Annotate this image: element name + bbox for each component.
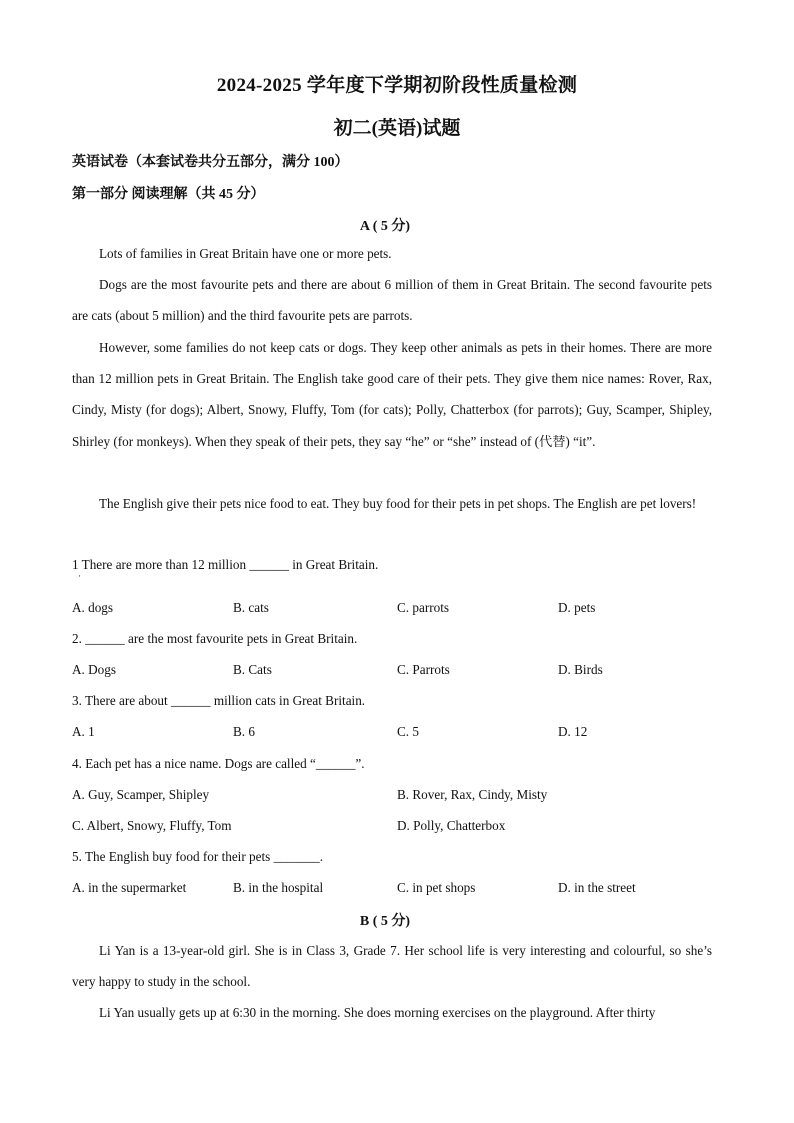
option-a[interactable]: A. 1 <box>72 724 95 739</box>
part-one-heading: 第一部分 阅读理解（共 45 分） <box>72 187 265 202</box>
passage-a-paragraph: Lots of families in Great Britain have one or more pets. <box>99 246 392 261</box>
option-d[interactable]: D. pets <box>558 600 596 615</box>
passage-a-paragraph: However, some families do not keep cats or dogs. They keep other animals as pets in their homes. There are more than 12 million pets in Great Britain. The English take good care of their pets. They give them nice names: Rover, Rax, Cindy, Misty (for dogs); Albert, Snowy, Fluffy, Tom (for cats); Polly, Chatterbox (for parrots); Guy, Scamper, Shipley, Shirley (for monkeys). When they speak of their pets, they say “he” or “she” instead of (代替) “it”. <box>72 340 712 449</box>
option-b[interactable]: B. in the hospital <box>233 880 324 895</box>
exam-subtitle: 初二(英语)试题 <box>333 118 461 139</box>
option-a[interactable]: A. in the supermarket <box>72 880 187 895</box>
option-b[interactable]: B. Cats <box>233 662 272 677</box>
passage-b-paragraph: Li Yan usually gets up at 6:30 in the morning. She does morning exercises on the playground. After thirty <box>99 1005 656 1020</box>
option-c[interactable]: C. in pet shops <box>397 880 476 895</box>
question-3-stem: 3. There are about ______ million cats in Great Britain. <box>72 693 366 708</box>
question-4-stem: 4. Each pet has a nice name. Dogs are called “______”. <box>72 756 365 771</box>
option-d[interactable]: D. 12 <box>558 724 588 739</box>
option-d[interactable]: D. in the street <box>558 880 636 895</box>
option-c[interactable]: C. Parrots <box>397 662 450 677</box>
passage-a-paragraph: Dogs are the most favourite pets and there are about 6 million of them in Great Britain. The second favourite pets are cats (about 5 million) and the third favourite pets are parrots. <box>72 277 712 324</box>
question-5-stem: 5. The English buy food for their pets _______. <box>72 849 324 864</box>
option-a[interactable]: A. Guy, Scamper, Shipley <box>72 787 210 802</box>
option-b[interactable]: B. cats <box>233 600 269 615</box>
passage-a-paragraph: The English give their pets nice food to eat. They buy food for their pets in pet shops. The English are pet lovers! <box>99 496 697 511</box>
question-2-stem: 2. ______ are the most favourite pets in Great Britain. <box>72 631 358 646</box>
option-d[interactable]: D. Birds <box>558 662 603 677</box>
option-d[interactable]: D. Polly, Chatterbox <box>397 818 506 833</box>
passage-b-paragraph: Li Yan is a 13-year-old girl. She is in Class 3, Grade 7. Her school life is very interesting and colourful, so she’s very happy to study in the school. <box>72 943 712 990</box>
option-c[interactable]: C. Albert, Snowy, Fluffy, Tom <box>72 818 232 833</box>
option-c[interactable]: C. parrots <box>397 600 450 615</box>
option-b[interactable]: B. 6 <box>233 724 255 739</box>
option-b[interactable]: B. Rover, Rax, Cindy, Misty <box>397 787 548 802</box>
section-b-heading: B ( 5 分) <box>359 914 411 929</box>
section-a-heading: A ( 5 分) <box>359 219 411 234</box>
exam-info: 英语试卷（本套试卷共分五部分，满分 100） <box>72 155 349 170</box>
exam-title: 2024-2025 学年度下学期初阶段性质量检测 <box>216 75 578 96</box>
option-a[interactable]: A. dogs <box>72 600 114 615</box>
stray-dot-mark: · <box>78 571 81 581</box>
question-1-stem: 1 There are more than 12 million ______ in Great Britain. <box>72 557 379 572</box>
option-a[interactable]: A. Dogs <box>72 662 116 677</box>
option-c[interactable]: C. 5 <box>397 724 419 739</box>
